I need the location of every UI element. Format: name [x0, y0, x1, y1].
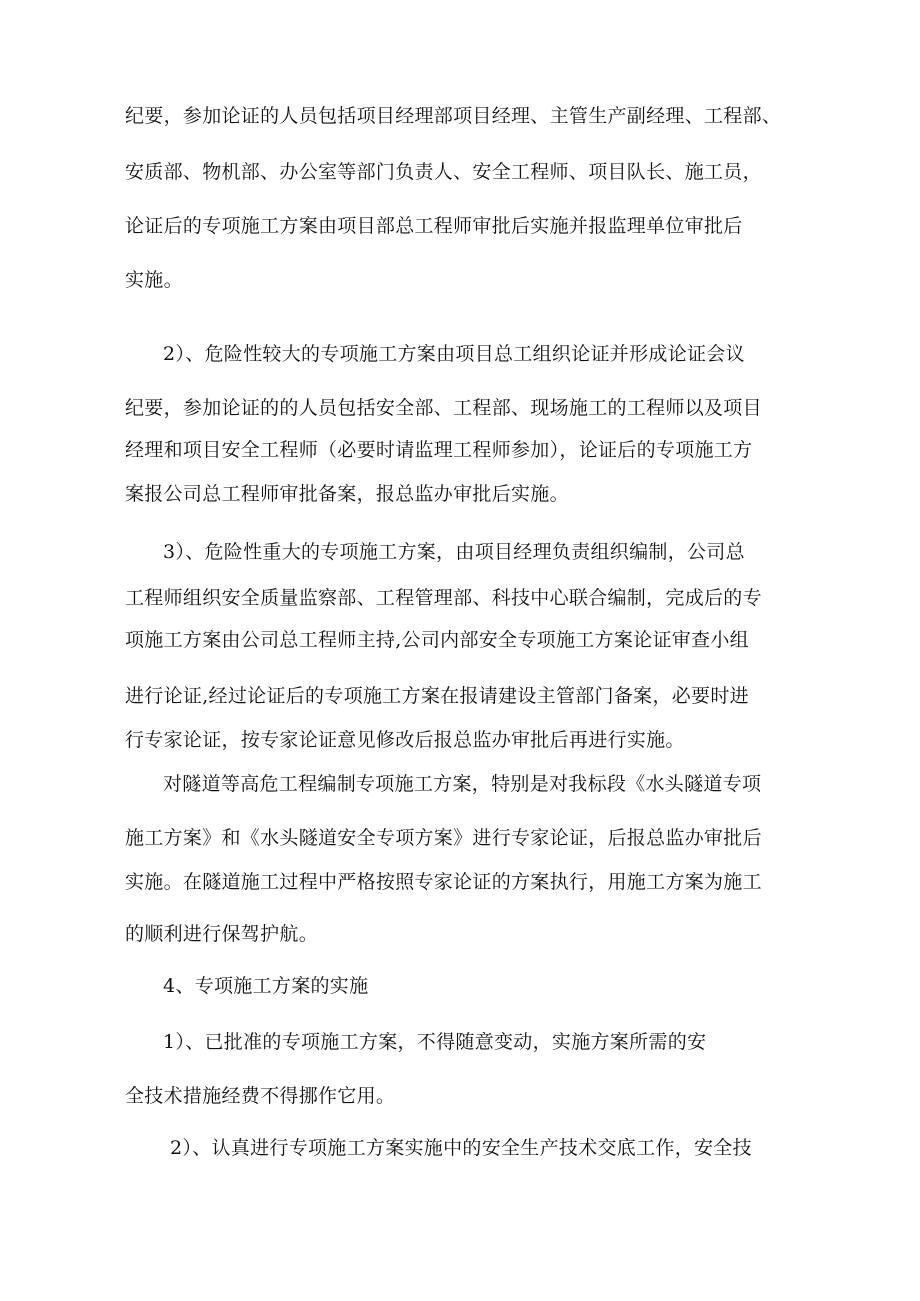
text-line: 经理和项目安全工程师（必要时请监理工程师参加），论证后的专项施工方 [125, 439, 753, 461]
text-line: 进行论证,经过论证后的专项施工方案在报请建设主管部门备案，必要时进 [125, 685, 749, 707]
text-line: 2）、危险性较大的专项施工方案由项目总工组织论证并形成论证会议 [163, 343, 745, 365]
text-line: 案报公司总工程师审批备案，报总监办审批后实施。 [125, 483, 569, 505]
text-line: 实施。在隧道施工过程中严格按照专家论证的方案执行，用施工方案为施工 [125, 871, 762, 893]
section-heading: 4、专项施工方案的实施 [163, 975, 369, 997]
text-line: 实施。 [125, 269, 183, 291]
text-line: 1）、已批准的专项施工方案，不得随意变动，实施方案所需的安 [163, 1031, 707, 1053]
text-line: 3）、危险性重大的专项施工方案，由项目经理负责组织编制，公司总 [163, 541, 745, 563]
text-line: 论证后的专项施工方案由项目部总工程师审批后实施并报监理单位审批后 [125, 215, 743, 237]
text-line: 施工方案》和《水头隧道安全专项方案》进行专家论证，后报总监办审批后 [125, 827, 762, 849]
text-line: 工程师组织安全质量监察部、工程管理部、科技中心联合编制，完成后的专 [125, 587, 762, 609]
text-line: 行专家论证，按专家论证意见修改后报总监办审批后再进行实施。 [125, 729, 685, 751]
text-line: 纪要，参加论证的人员包括项目经理部项目经理、主管生产副经理、工程部、 [125, 105, 782, 127]
text-line: 项施工方案由公司总工程师主持,公司内部安全专项施工方案论证审查小组 [125, 629, 749, 651]
text-line: 全技术措施经费不得挪作它用。 [125, 1085, 396, 1107]
text-line: 对隧道等高危工程编制专项施工方案，特别是对我标段《水头隧道专项 [163, 773, 762, 795]
text-line: 安质部、物机部、办公室等部门负责人、安全工程师、项目队长、施工员， [125, 161, 762, 183]
text-line: 2）、认真进行专项施工方案实施中的安全生产技术交底工作，安全技 [170, 1137, 752, 1159]
text-line: 的顺利进行保驾护航。 [125, 923, 319, 945]
text-line: 纪要，参加论证的的人员包括安全部、工程部、现场施工的工程师以及项目 [125, 397, 762, 419]
